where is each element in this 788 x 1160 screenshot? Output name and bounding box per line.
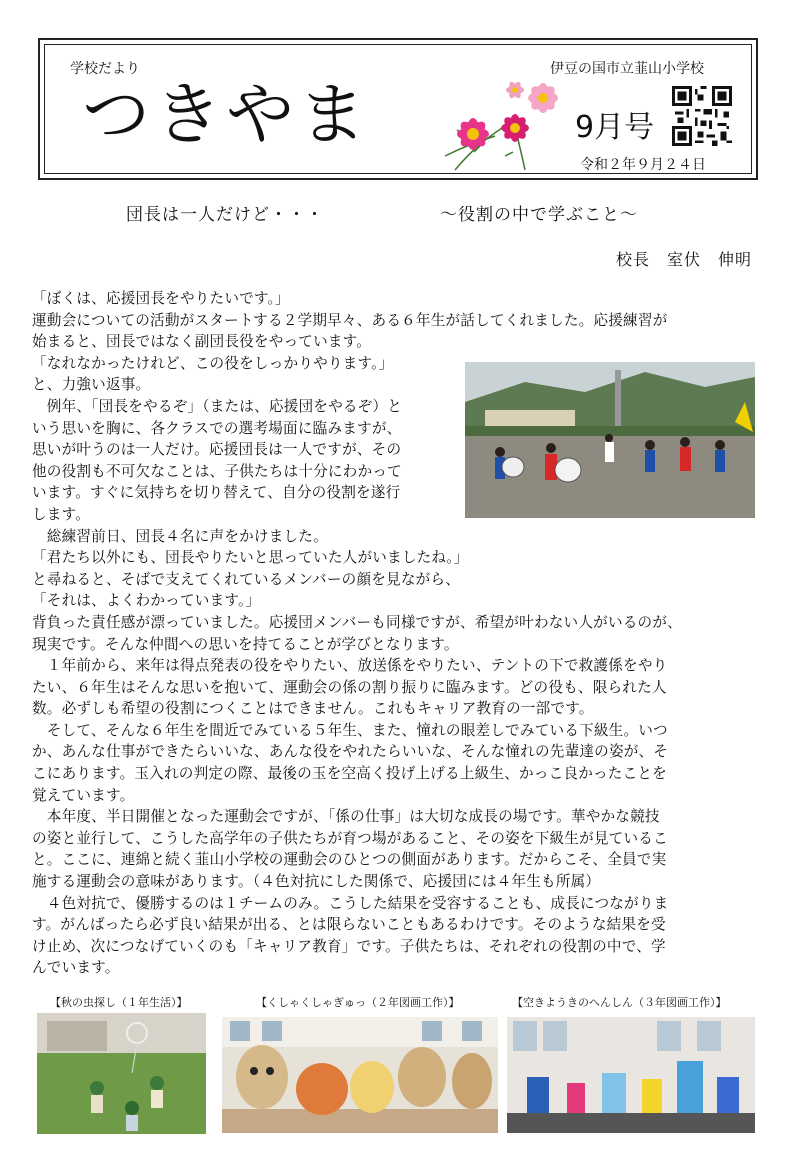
photo-container-art	[507, 1017, 755, 1133]
body-line: 総練習前日、団長４名に声をかけました。	[32, 527, 328, 545]
body-line: の姿と並行して、こうした高学年の子供たちが育つ場があること、その姿を下級生が見ているこ	[32, 829, 668, 847]
body-line: こにあります。玉入れの判定の際、最後の玉を空高く投げ上げる上級生、かっこ良かったことを	[32, 765, 667, 783]
body-line: 「君たち以外にも、団長やりたいと思っていた人がいましたね。」	[32, 549, 469, 567]
issue-month: 9月号	[575, 110, 655, 145]
masthead-box	[38, 38, 758, 180]
body-line: んでいます。	[32, 959, 120, 977]
cosmos-flowers-illustration	[435, 76, 565, 172]
body-line: ４色対抗で、優勝するのは１チームのみ。こうした結果を受容することも、成長につながりま	[32, 894, 669, 912]
newsletter-title: つきやま	[82, 76, 371, 155]
body-line: 「それは、よくわかっています。」	[32, 592, 261, 610]
body-line: 運動会についての活動がスタートする２学期早々、ある６年生が話してくれました。応援練習が	[32, 311, 668, 329]
body-line: 始まると、団長ではなく副団長役をやっています。	[32, 333, 372, 351]
body-line: 現実です。そんな仲間への思いを持てることが学びとなります。	[32, 635, 459, 653]
issue-date: 令和２年９月２４日	[580, 157, 706, 173]
body-line: 思いが叶うのは一人だけ。応援団長は一人ですが、その	[32, 441, 402, 459]
qr-code-icon[interactable]	[672, 86, 732, 146]
body-line: 他の役割も不可欠なことは、子供たちは十分にわかって	[32, 462, 402, 480]
body-line: と尋ねると、そばで支えてくれているメンバーの顔を見ながら、	[32, 570, 460, 588]
body-line: 「ぼくは、応援団長をやりたいです。」	[32, 290, 290, 307]
school-name: 伊豆の国市立韮山小学校	[550, 61, 704, 77]
body-line: １年前から、来年は得点発表の役をやりたい、放送係をやりたい、テントの下で救護係をやり	[32, 657, 668, 675]
photo-insect-hunt	[37, 1013, 206, 1134]
body-line: います。すぐに気持ちを切り替えて、自分の役割を遂行	[32, 484, 401, 502]
body-line: 施する運動会の意味があります。（４色対抗にした関係で、応援団には４年生も所属）	[32, 873, 601, 891]
body-line: 背負った責任感が漂っていました。応援団メンバーも同様ですが、希望が叶わない人がいるのが、	[32, 613, 682, 631]
body-line: と。ここに、連綿と続く韮山小学校の運動会のひとつの側面があります。だからこそ、全員で実	[32, 851, 667, 869]
body-line: け止め、次につなげていくのも「キャリア教育」です。子供たちは、それぞれの役割の中で、学	[32, 937, 666, 955]
body-line: いう思いを胸に、各クラスでの選考場面に臨みますが、	[32, 419, 402, 437]
caption-insect-hunt: 【秋の虫探し（１年生活）】	[50, 996, 188, 1009]
body-line: たい、６年生はそんな思いを抱いて、運動会の係の割り振りに臨みます。どの役も、限られた人	[32, 678, 667, 696]
body-line: 例年、「団長をやるぞ」（または、応援団をやるぞ）と	[32, 397, 403, 415]
body-line: します。	[32, 505, 91, 523]
body-line: す。がんばったら必ず良い結果が出る、とは限らないこともあるわけです。そのような結果を受	[32, 916, 666, 934]
body-line: そして、そんな６年生を間近でみている５年生、また、憧れの眼差しでみている下級生。いつ	[32, 721, 668, 739]
body-line: か、あんな仕事ができたらいいな、あんな役をやれたらいいな、そんな憧れの先輩達の姿が、そ	[32, 743, 669, 761]
newsletter-label: 学校だより	[70, 61, 140, 77]
photo-cheer-squad-practice	[465, 362, 755, 518]
article-author: 校長 室伏 伸明	[615, 250, 752, 269]
photo-crumple-art	[222, 1017, 498, 1133]
body-line: 覚えています。	[32, 786, 135, 804]
body-line: 数。必ずしも希望の役割につくことはできません。これもキャリア教育の一部です。	[32, 700, 594, 718]
article-subheadline: ～役割の中で学ぶこと～	[440, 205, 638, 225]
body-line: 「なれなかったけれど、この役をしっかりやります。」	[32, 354, 394, 372]
body-line: 本年度、半日開催となった運動会ですが、「係の仕事」は大切な成長の場です。華やかな競技	[32, 808, 660, 826]
body-line: と、力強い返事。	[32, 376, 151, 394]
caption-container-art: 【空きようきのへんしん（３年図画工作）】	[512, 996, 727, 1009]
caption-crumple-art: 【くしゃくしゃぎゅっ（２年図画工作）】	[256, 996, 460, 1009]
article-headline: 団長は一人だけど・・・	[126, 205, 324, 225]
